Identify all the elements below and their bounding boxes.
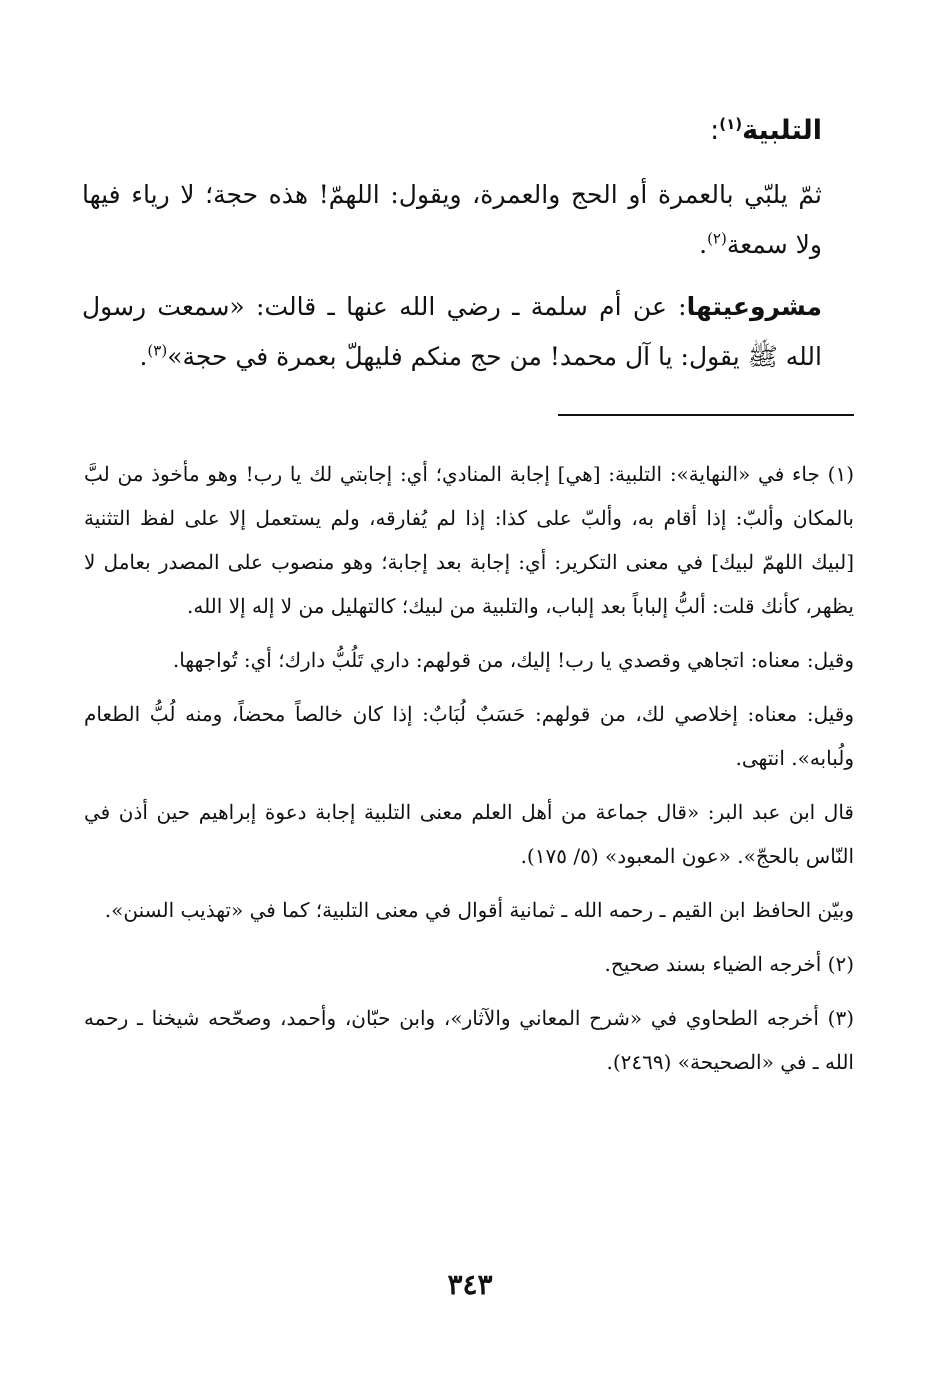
- footnote-1-qeel-1: وقيل: معناه: اتجاهي وقصدي يا رب! إليك، من قولهم: داري تَلُبُّ دارك؛ أي: تُواجهها.: [172, 648, 854, 672]
- footnote-2: (٢) أخرجه الضياء بسند صحيح.: [604, 952, 854, 976]
- talbiyah-text: ثمّ يلبّي بالعمرة أو الحج والعمرة، ويقول: اللهمّ! هذه حجة؛ لا رياء فيها ولا سمعة: [82, 180, 822, 259]
- section-heading: [82, 106, 822, 156]
- footnote-ref-1: (١): [719, 115, 743, 133]
- main-text: [82, 106, 822, 394]
- footnote-ref-3: (٣): [147, 341, 168, 360]
- talbiyah-end: .: [699, 230, 708, 259]
- page-number: ٣٤٣: [447, 1268, 493, 1301]
- footnotes: [84, 452, 854, 1094]
- footnote-1: (١) جاء في «النهاية»: التلبية: [هي] إجابة المنادي؛ أي: إجابتي لك يا رب! وهو مأخوذ من لبَّ بالمكان وألبّ: إذا أقام به، وألبّ على كذا: إذا لم يُفارقه، ولم يستعمل إلا على لفظ التثنية [لبيك اللهمّ لبيك] في معنى التكرير: أي: إجابة بعد إجابة؛ وهو منصوب على المصدر بعامل لا يظهر، كأنك قلت: ألبُّ إلباباً بعد إلباب، والتلبية من لبيك؛ كالتهليل من لا إله إلا الله.: [84, 462, 854, 618]
- legitimacy-end: .: [139, 342, 148, 371]
- heading-title: التلبية: [742, 115, 822, 146]
- footnote-separator: [558, 414, 854, 416]
- legitimacy-text: : عن أم سلمة ـ رضي الله عنها ـ قالت: «سمعت رسول الله ﷺ يقول: يا آل محمد! من حج منكم فليهلّ بعمرة في حجة»: [82, 292, 822, 371]
- footnote-1-ibn-alqayyim: وبيّن الحافظ ابن القيم ـ رحمه الله ـ ثمانية أقوال في معنى التلبية؛ كما في «تهذيب السنن».: [104, 898, 854, 922]
- footnote-3: (٣) أخرجه الطحاوي في «شرح المعاني والآثار»، وابن حبّان، وأحمد، وصحّحه شيخنا ـ رحمه الله ـ في «الصحيحة» (٢٤٦٩).: [84, 1006, 854, 1074]
- footnote-ref-2: (٢): [707, 229, 727, 248]
- footnote-1-qeel-2: وقيل: معناه: إخلاصي لك، من قولهم: حَسَبٌ لُبَابٌ: إذا كان خالصاً محضاً، ومنه لُبُّ الطعام ولُبابه». انتهى.: [84, 702, 855, 770]
- legitimacy-paragraph: [82, 282, 822, 382]
- legitimacy-label: مشروعيتها: [686, 292, 822, 321]
- footnote-1-ibn-abd-albarr: قال ابن عبد البر: «قال جماعة من أهل العلم معنى التلبية إجابة دعوة إبراهيم حين أذن في النّاس بالحجّ». «عون المعبود» (٥/ ١٧٥).: [84, 800, 854, 868]
- heading-colon: :: [710, 115, 720, 146]
- talbiyah-paragraph: [82, 170, 822, 270]
